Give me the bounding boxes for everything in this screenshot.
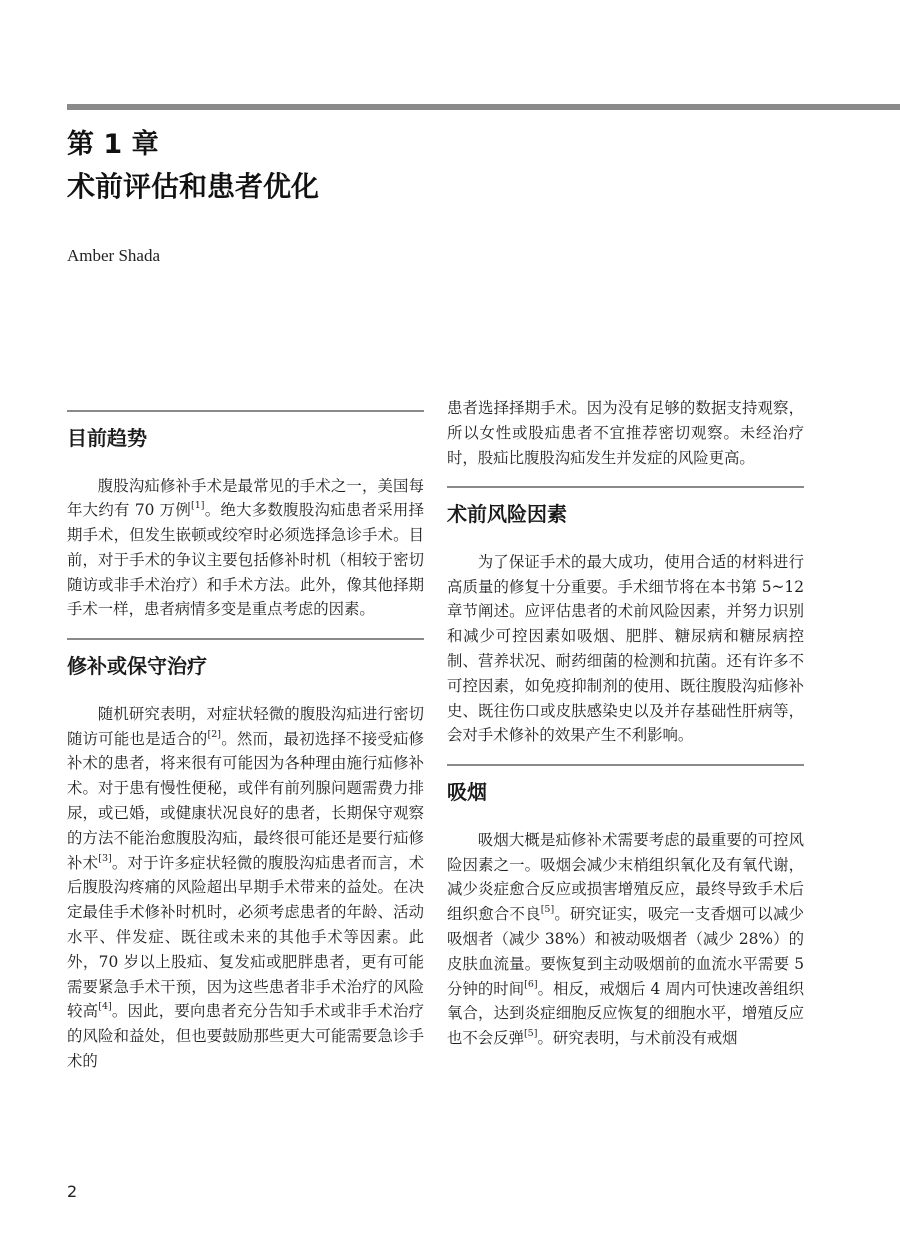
citation-ref: [3] <box>98 852 112 864</box>
section-rule <box>447 764 804 766</box>
right-column <box>447 396 804 1067</box>
citation-ref: [2] <box>207 728 221 740</box>
text-run: 。研究证实，吸完一支香烟可以减少吸烟者（减少 38%）和被动吸烟者（减少 28%）的皮肤血流量。要恢复到主动吸烟前的血流水平需要 5 分钟的时间 <box>447 905 804 998</box>
chapter-label: 第 1 章 <box>67 129 159 160</box>
text-run: 。绝大多数腹股沟疝患者采用择期手术，但发生嵌顿或绞窄时必须选择急诊手术。目前，对于手术的争议主要包括修补时机（相较于密切随访或非手术治疗）和手术方法。此外，像其他择期手术一样，患者病情多变是重点考虑的因素。 <box>67 501 424 619</box>
text-run: 。然而，最初选择不接受疝修补术的患者，将来很有可能因为各种理由施行疝修补术。对于患有慢性便秘，或伴有前列腺问题需费力排尿，或已婚，或健康状况良好的患者，长期保守观察的方法不能治愈腹股沟疝，最终很可能还是要行疝修补术 <box>67 729 424 872</box>
section-heading-smoking: 吸烟 <box>447 779 487 804</box>
text-run: 。研究表明，与术前没有戒烟 <box>537 1029 738 1048</box>
citation-ref: [5] <box>540 904 555 916</box>
chapter-top-rule <box>67 104 900 110</box>
section-rule <box>67 638 424 640</box>
text-run: 。相反，戒烟后 4 周内可快速改善组织氧合，达到炎症细胞反应恢复的细胞水平，增殖反应也不会反弹 <box>447 979 804 1048</box>
citation-ref: [5] <box>523 1028 538 1040</box>
page-number: 2 <box>67 1182 78 1201</box>
section-heading-current-trends: 目前趋势 <box>67 425 147 450</box>
citation-ref: [6] <box>524 978 538 990</box>
section-heading-repair-or-conservative: 修补或保守治疗 <box>67 653 207 678</box>
paragraph-continued: 患者选择择期手术。因为没有足够的数据支持观察，所以女性或股疝患者不宜推荐密切观察。未经治疗时，股疝比腹股沟疝发生并发症的风险更高。 <box>447 399 804 467</box>
section-rule <box>447 486 804 488</box>
citation-ref: [4] <box>98 1001 112 1013</box>
text-run: 随机研究表明，对症状轻微的腹股沟疝进行密切随访可能也是适合的 <box>67 704 424 748</box>
left-column <box>67 410 424 1090</box>
text-run: 。因此，要向患者充分告知手术或非手术治疗的风险和益处，但也要鼓励那些更大可能需要急诊手术的 <box>67 1002 424 1070</box>
paragraph-smoking <box>447 828 804 1051</box>
text-run: 吸烟大概是疝修补术需要考虑的最重要的可控风险因素之一。吸烟会减少末梢组织氧化及有氧代谢，减少炎症愈合反应或损害增殖反应，最终导致手术后组织愈合不良 <box>447 830 804 924</box>
chapter-title: 术前评估和患者优化 <box>67 170 320 203</box>
citation-ref: [1] <box>191 500 205 512</box>
paragraph-current-trends <box>67 474 424 623</box>
author-name: Amber Shada <box>67 246 161 265</box>
paragraph-repair-or-conservative <box>67 702 424 1074</box>
paragraph-preoperative-risk: 为了保证手术的最大成功，使用合适的材料进行高质量的修复十分重要。手术细节将在本书第 5~12 章节阐述。应评估患者的术前风险因素，并努力识别和减少可控因素如吸烟、肥胖、糖尿病和糖尿病控制、营养状况、耐药细菌的检测和抗菌。还有许多不可控因素，如免疫抑制剂的使用、既往腹股沟疝修补史、既往伤口或皮肤感染史以及并存基础性肝病等，会对手术修补的效果产生不利影响。 <box>447 552 804 745</box>
text-run: 。对于许多症状轻微的腹股沟疝患者而言，术后腹股沟疼痛的风险超出早期手术带来的益处。在决定最佳手术修补时机时，必须考虑患者的年龄、活动水平、伴发症、既往或未来的其他手术等因素。此外，70 岁以上股疝、复发疝或肥胖患者，更有可能需要紧急手术干预，因为这些患者非手术治疗的风险较高 <box>67 853 424 1021</box>
section-rule <box>67 410 424 412</box>
text-run: 腹股沟疝修补手术是最常见的手术之一，美国每年大约有 70 万例 <box>67 476 424 520</box>
section-heading-preoperative-risk: 术前风险因素 <box>447 501 567 526</box>
